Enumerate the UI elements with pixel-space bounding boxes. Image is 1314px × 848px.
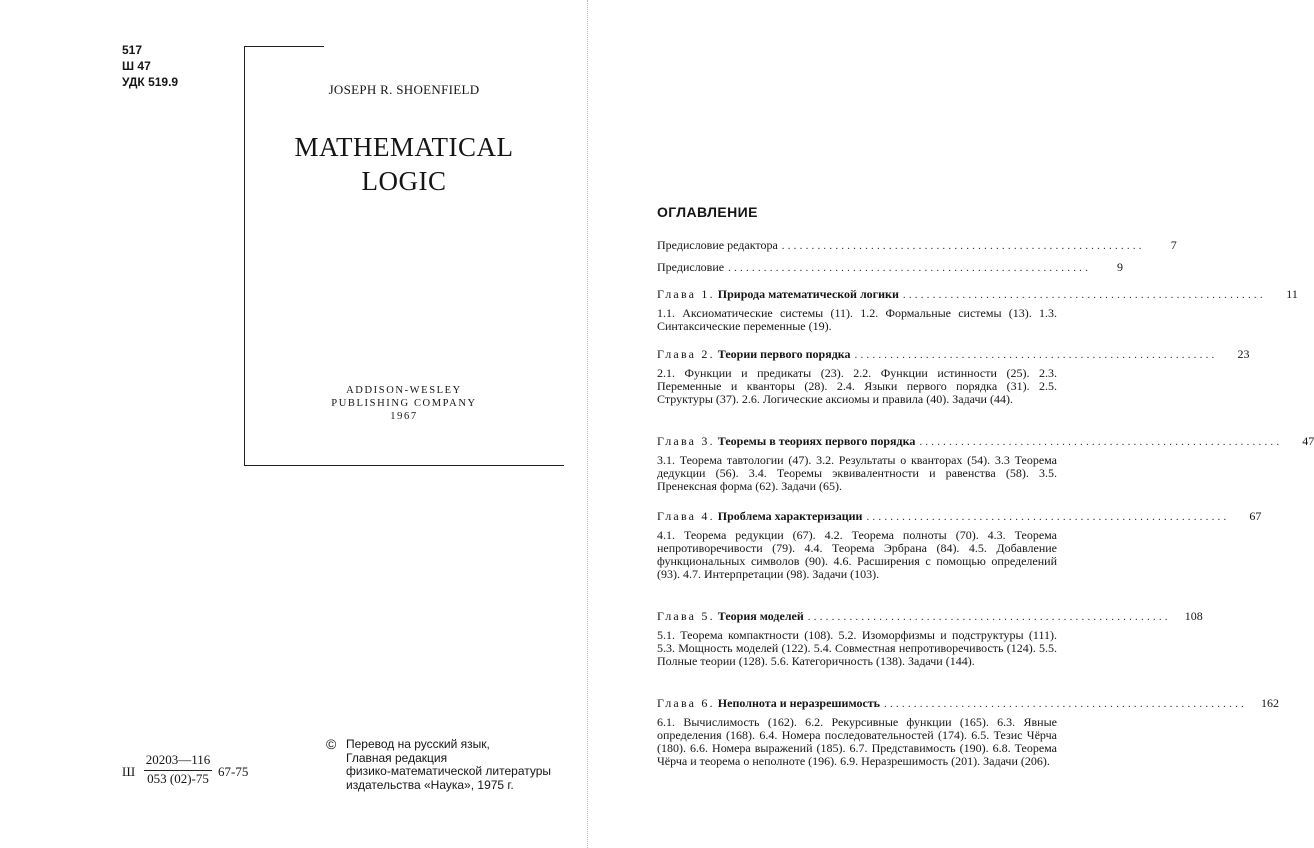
toc-page-number: 162: [1260, 696, 1279, 710]
chapter-sections: 4.1. Теорема редукции (67). 4.2. Теорема полноты (70). 4.3. Теорема непротиворечивости (79). 4.4. Теорема Эрбрана (84). 4.5. Добавление функциональных символов (90). 4.6. Расширения с помощью определений (93). 4.7. Интерпретации (98). Задачи (103).: [657, 528, 1057, 581]
chapter-title: Теория моделей: [717, 609, 804, 623]
catalog-code-bbk: 517: [122, 43, 143, 57]
chapter-prefix: Глава 3.: [657, 434, 715, 448]
catalog-codes: [122, 42, 178, 90]
toc-leader: .............................................................: [854, 349, 1218, 361]
copyright-line-3: физико-математической литературы: [346, 764, 552, 778]
toc-title: ОГЛАВЛЕНИЕ: [657, 204, 758, 220]
book-title: [244, 130, 564, 198]
chapter-title: Неполнота и неразрешимость: [717, 696, 881, 710]
toc-page-number: 108: [1184, 609, 1203, 623]
toc-page-number: 9: [1117, 260, 1124, 274]
toc-entry-label: Предисловие: [657, 260, 725, 274]
toc-chapter-6[interactable]: [657, 696, 1279, 768]
book-title-line-1: MATHEMATICAL: [294, 132, 514, 162]
toc-leader: .............................................................: [728, 262, 1092, 274]
copyright-text: [346, 738, 551, 792]
chapter-sections: 2.1. Функции и предикаты (23). 2.2. Функции истинности (25). 2.3. Переменные и кванторы (28). 2.4. Языки первого порядка (31). 2.5. Структуры (37). 2.6. Логические аксиомы и правила (40). Задачи (44).: [657, 366, 1057, 406]
chapter-sections: 3.1. Теорема тавтологии (47). 3.2. Результаты о кванторах (54). 3.3 Теорема дедукции (56). 3.4. Теоремы эквивалентности и равенства (58). 3.5. Пренексная форма (62). Задачи (65).: [657, 453, 1057, 493]
book-author: JOSEPH R. SHOENFIELD: [328, 82, 480, 97]
publisher-line-1: ADDISON-WESLEY: [346, 385, 462, 396]
publisher-line-2: PUBLISHING COMPANY: [331, 398, 477, 409]
publication-code-trail: 67-75: [218, 764, 249, 779]
toc-page-number: 67: [1249, 509, 1262, 523]
chapter-prefix: Глава 5.: [657, 609, 715, 623]
chapter-title: Теории первого порядка: [717, 347, 851, 361]
frame-bottom-rule: [244, 465, 564, 466]
toc-chapter-4[interactable]: [657, 509, 1262, 581]
copyright-icon: ©: [326, 736, 337, 752]
chapter-title: Природа математической логики: [717, 287, 899, 301]
toc-entry-preface[interactable]: [657, 260, 1124, 275]
chapter-sections: 1.1. Аксиоматические системы (11). 1.2. Формальные системы (13). 1.3. Синтаксические переменные (19).: [657, 306, 1057, 333]
chapter-title: Теоремы в теориях первого порядка: [717, 434, 916, 448]
toc-leader: .............................................................: [884, 698, 1247, 710]
toc-page-number: 7: [1170, 238, 1177, 252]
page-fold: [587, 0, 589, 848]
chapter-prefix: Глава 2.: [657, 347, 715, 361]
frame-top-rule: [244, 46, 324, 47]
toc-leader: .............................................................: [781, 240, 1145, 252]
toc-page-number: 47: [1302, 434, 1314, 448]
toc-chapter-1[interactable]: [657, 287, 1298, 333]
publisher-year: 1967: [390, 411, 418, 422]
toc-chapter-5[interactable]: [657, 609, 1203, 668]
chapter-prefix: Глава 4.: [657, 509, 715, 523]
chapter-sections: 5.1. Теорема компактности (108). 5.2. Изоморфизмы и подструктуры (111). 5.3. Мощность моделей (122). 5.4. Совместная непротиворечивость (124). 5.5. Полные теории (128). 5.6. Категоричность (138). Задачи (144).: [657, 628, 1057, 668]
copyright-line-2: Главная редакция: [346, 750, 448, 765]
publication-code-lead: Ш: [122, 764, 136, 779]
chapter-sections: 6.1. Вычислимость (162). 6.2. Рекурсивные функции (165). 6.3. Явные определения (168). 6.4. Номера последовательностей (174). 6.5. Тезис Чёрча (180). 6.6. Номера выражений (185). 6.7. Представимость (190). 6.8. Теорема Чёрча и теорема о неполноте (196). 6.9. Неразрешимость (201). Задачи (206).: [657, 715, 1057, 768]
chapter-prefix: Глава 6.: [657, 696, 715, 710]
chapter-title: Проблема характеризации: [717, 509, 863, 523]
publication-code-numerator: 20203—116: [144, 752, 212, 771]
toc-chapter-3[interactable]: [657, 434, 1314, 493]
toc-leader: .............................................................: [866, 511, 1230, 523]
toc-leader: .............................................................: [902, 289, 1266, 301]
toc-leader: .............................................................: [919, 436, 1283, 448]
toc-leader: .............................................................: [807, 611, 1171, 623]
toc-page-number: 23: [1237, 347, 1250, 361]
book-publisher: [244, 384, 564, 423]
toc-entry-editor-preface[interactable]: [657, 238, 1177, 253]
publication-code-denominator: 053 (02)-75: [147, 771, 209, 786]
toc-page-number: 11: [1286, 287, 1298, 301]
chapter-prefix: Глава 1.: [657, 287, 715, 301]
catalog-code-udk: УДК 519.9: [122, 75, 179, 89]
book-title-line-2: LOGIC: [361, 166, 447, 196]
toc-chapter-2[interactable]: [657, 347, 1250, 406]
catalog-code-author: Ш 47: [122, 59, 151, 73]
copyright-line-1: Перевод на русский язык,: [346, 737, 490, 751]
toc-entry-label: Предисловие редактора: [657, 238, 778, 252]
copyright-line-4: издательства «Наука», 1975 г.: [346, 777, 514, 792]
